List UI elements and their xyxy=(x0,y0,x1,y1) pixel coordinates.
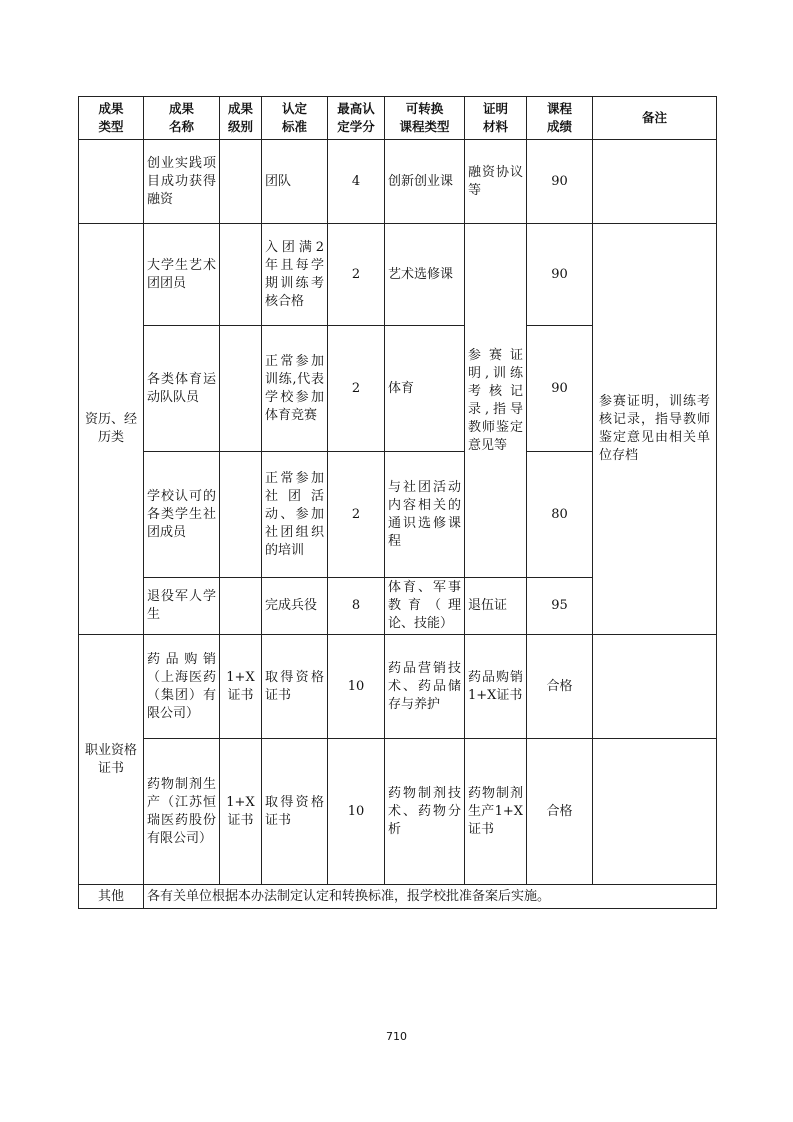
cell-standard: 取得资格证书 xyxy=(262,635,328,739)
cell-proof: 参赛证明,训练考核记录,指导教师鉴定意见等 xyxy=(465,224,527,578)
cell-level: 1+X证书 xyxy=(220,739,262,885)
header-row xyxy=(79,97,717,140)
cell-notes xyxy=(593,739,717,885)
cell-credits: 10 xyxy=(328,739,385,885)
cell-credits: 2 xyxy=(328,326,385,452)
table-row xyxy=(79,635,717,739)
cell-standard: 完成兵役 xyxy=(262,578,328,635)
cell-course-type: 药品营销技术、药品储存与养护 xyxy=(385,635,465,739)
cell-standard: 取得资格证书 xyxy=(262,739,328,885)
cell-type: 职业资格证书 xyxy=(79,635,144,885)
cell-name: 各类体育运动队队员 xyxy=(144,326,220,452)
header-level: 成果 级别 xyxy=(220,97,262,140)
table-row xyxy=(79,140,717,224)
cell-grade: 95 xyxy=(527,578,593,635)
header-name: 成果 名称 xyxy=(144,97,220,140)
cell-course-type: 创新创业课 xyxy=(385,140,465,224)
page-number: 710 xyxy=(386,1030,407,1043)
cell-level xyxy=(220,140,262,224)
table-row xyxy=(79,739,717,885)
cell-course-type: 与社团活动内容相关的通识选修课程 xyxy=(385,452,465,578)
header-grade: 课程 成绩 xyxy=(527,97,593,140)
cell-name: 创业实践项目成功获得融资 xyxy=(144,140,220,224)
cell-notes xyxy=(593,140,717,224)
cell-name: 药品购销（上海医药（集团）有限公司） xyxy=(144,635,220,739)
header-proof: 证明 材料 xyxy=(465,97,527,140)
cell-level: 1+X证书 xyxy=(220,635,262,739)
table-row xyxy=(79,224,717,326)
cell-name: 大学生艺术团团员 xyxy=(144,224,220,326)
cell-credits: 4 xyxy=(328,140,385,224)
table-row xyxy=(79,885,717,909)
cell-course-type: 体育 xyxy=(385,326,465,452)
cell-credits: 2 xyxy=(328,452,385,578)
cell-type xyxy=(79,140,144,224)
header-course-type: 可转换 课程类型 xyxy=(385,97,465,140)
cell-course-type: 药物制剂技术、药物分析 xyxy=(385,739,465,885)
cell-grade: 90 xyxy=(527,140,593,224)
header-standard: 认定 标准 xyxy=(262,97,328,140)
cell-name: 学校认可的各类学生社团成员 xyxy=(144,452,220,578)
cell-grade: 合格 xyxy=(527,739,593,885)
cell-course-type: 体育、军事教育（理论、技能） xyxy=(385,578,465,635)
cell-name: 退役军人学生 xyxy=(144,578,220,635)
cell-proof: 退伍证 xyxy=(465,578,527,635)
header-notes: 备注 xyxy=(593,97,717,140)
cell-standard: 入团满2年且每学期训练考核合格 xyxy=(262,224,328,326)
cell-notes xyxy=(593,635,717,739)
header-type: 成果 类型 xyxy=(79,97,144,140)
cell-standard: 正常参加训练,代表学校参加体育竞赛 xyxy=(262,326,328,452)
cell-level xyxy=(220,452,262,578)
cell-course-type: 艺术选修课 xyxy=(385,224,465,326)
cell-name: 药物制剂生产（江苏恒瑞医药股份有限公司） xyxy=(144,739,220,885)
cell-grade: 80 xyxy=(527,452,593,578)
header-credits: 最高认 定学分 xyxy=(328,97,385,140)
cell-standard: 正常参加社团活动、参加社团组织的培训 xyxy=(262,452,328,578)
achievement-table xyxy=(78,96,717,909)
cell-grade: 90 xyxy=(527,224,593,326)
cell-level xyxy=(220,224,262,326)
cell-grade: 合格 xyxy=(527,635,593,739)
cell-credits: 8 xyxy=(328,578,385,635)
cell-credits: 2 xyxy=(328,224,385,326)
cell-type: 其他 xyxy=(79,885,144,909)
cell-credits: 10 xyxy=(328,635,385,739)
cell-proof: 药物制剂生产1+X 证书 xyxy=(465,739,527,885)
cell-grade: 90 xyxy=(527,326,593,452)
cell-level xyxy=(220,326,262,452)
cell-level xyxy=(220,578,262,635)
cell-notes: 参赛证明，训练考核记录，指导教师鉴定意见由相关单位存档 xyxy=(593,224,717,635)
cell-standard: 团队 xyxy=(262,140,328,224)
cell-other-text: 各有关单位根据本办法制定认定和转换标准，报学校批准备案后实施。 xyxy=(144,885,717,909)
cell-proof: 药品购销 1+X证书 xyxy=(465,635,527,739)
cell-type: 资历、经历类 xyxy=(79,224,144,635)
cell-proof: 融资协议等 xyxy=(465,140,527,224)
